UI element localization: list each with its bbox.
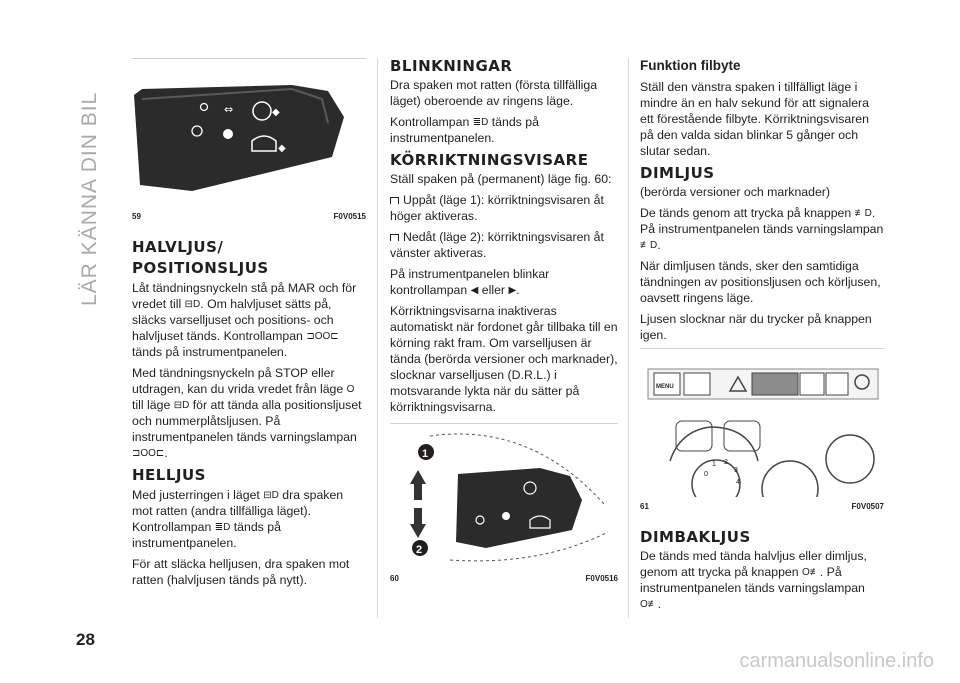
fog-light-icon: ≢D [854, 207, 872, 219]
figure-number: 60 [390, 574, 399, 583]
bullet-icon [390, 234, 399, 241]
figure-caption [132, 209, 366, 225]
low-beam-icon: ⊟D [263, 489, 279, 501]
svg-text:◆: ◆ [272, 107, 280, 118]
svg-text:⇔: ⇔ [224, 103, 234, 116]
heading-positionsljus: POSITIONSLJUS [132, 259, 269, 277]
fog-light-icon: ≢D [640, 239, 658, 251]
column-1 [132, 58, 366, 593]
paragraph: De tänds med tända halvljus eller dimljus, genom att trycka på knappen O≢. På instrumentpanelen tänds varningslampan O≢. [640, 549, 867, 611]
figure-caption [640, 499, 884, 515]
column-3 [640, 58, 884, 617]
dashboard-buttons-illustration [640, 349, 884, 497]
bullet-icon [390, 197, 399, 204]
bullet-item: Nedåt (läge 2): körriktningsvisaren åt vänster aktiveras. [390, 230, 604, 260]
marker-2: 2 [416, 544, 423, 556]
paragraph: På instrumentpanelen blinkar kontrollampan ◀ eller ▶. [390, 267, 550, 297]
paragraph: Kontrollampan ≣D tänds på instrumentpanelen. [390, 115, 539, 145]
column-divider [377, 58, 378, 618]
figure-code: F0V0516 [585, 574, 618, 583]
paragraph: Ställ den vänstra spaken i tillfälligt läge i mindre än en halv sekund för att signalera ett förestående filbyte. Körriktningsvisaren på den valda sidan blinkar 5 gånger och slutar sedan. [640, 80, 869, 158]
paragraph: Dra spaken mot ratten (första tillfälliga läget) oberoende av ringens läge. [390, 78, 598, 108]
high-beam-icon: ≣D [214, 521, 231, 533]
dial-number: 3 [734, 467, 738, 474]
paragraph: Körriktningsvisarna inaktiveras automatiskt när fordonet går tillbaka till en körning rakt fram. Om varselljusen är tända (berörda versioner och marknader), slocknar varselljusen (D.R.L.) i motsvarande lykta när du sätter på körriktningsvisarna. [390, 304, 618, 414]
low-beam-icon: ⊟D [184, 298, 201, 310]
left-arrow-icon: ◀ [470, 284, 479, 296]
figure-number: 61 [640, 502, 649, 511]
paragraph: (berörda versioner och marknader) [640, 185, 831, 199]
paragraph: Låt tändningsnyckeln stå på MAR och för vredet till ⊟D. Om halvljuset sätts på, släcks varselljuset och positions- och halvljuset tänds. Kontrollampan ⊐OO⊏ tänds på instrumentpanelen. [132, 281, 357, 359]
side-title-text: LÄR KÄNNA DIN BIL [78, 91, 101, 306]
figure-59 [132, 59, 366, 207]
figure-60 [390, 424, 618, 569]
right-arrow-icon: ▶ [508, 284, 517, 296]
dial-number: 1 [712, 461, 716, 468]
heading-dimbakljus: DIMBAKLJUS [640, 528, 751, 546]
paragraph: För att släcka helljusen, dra spaken mot ratten (halvljusen tänds på nytt). [132, 557, 350, 587]
position-lights-icon: ⊐OO⊏ [306, 330, 339, 342]
svg-text:◆: ◆ [278, 143, 286, 154]
dial-number: 2 [724, 459, 728, 466]
dial-number: 4 [736, 479, 740, 486]
paragraph: De tänds genom att trycka på knappen ≢D. På instrumentpanelen tänds varningslampan ≢D. [640, 206, 884, 252]
paragraph: Ställ spaken på (permanent) läge fig. 60: [390, 172, 612, 186]
watermark: carmanualsonline.info [739, 650, 934, 672]
figure-61 [640, 349, 884, 497]
off-position-icon: O [346, 383, 355, 395]
rear-fog-light-icon: O≢ [802, 566, 820, 578]
light-stalk-illustration [132, 59, 366, 207]
low-beam-icon: ⊟D [173, 399, 190, 411]
heading-dimljus: DIMLJUS [640, 164, 715, 182]
paragraph: När dimljusen tänds, sker den samtidiga tändningen av positionsljusen och körljusen, oavsett ringens läge. [640, 259, 881, 305]
menu-button-label: MENU [656, 384, 674, 390]
marker-1: 1 [422, 448, 429, 460]
heading-halvljus: HALVLJUS/ [132, 238, 224, 256]
figure-code: F0V0507 [851, 502, 884, 511]
figure-code: F0V0515 [333, 212, 366, 221]
position-lights-icon: ⊐OO⊏ [132, 447, 165, 459]
heading-helljus: HELLJUS [132, 466, 206, 484]
heading-funktion-filbyte: Funktion filbyte [640, 58, 741, 73]
bullet-item: Uppåt (läge 1): körriktningsvisaren åt höger aktiveras. [390, 193, 604, 223]
paragraph: Ljusen slocknar när du trycker på knappen igen. [640, 312, 872, 342]
column-2 [390, 58, 618, 587]
figure-caption [390, 571, 618, 587]
high-beam-icon: ≣D [472, 116, 489, 128]
paragraph: Med justerringen i läget ⊟D dra spaken mot ratten (andra tillfälliga läget). Kontrollampan ≣D tänds på instrumentpanelen. [132, 488, 344, 550]
dial-number: 0 [704, 471, 708, 478]
section-side-title [78, 52, 100, 312]
heading-korriktningsvisare: KÖRRIKTNINGSVISARE [390, 151, 589, 169]
rear-fog-light-icon: O≢ [640, 598, 658, 610]
heading-blinkningar: BLINKNINGAR [390, 57, 513, 75]
column-divider [628, 58, 629, 618]
page-number: 28 [76, 630, 95, 649]
figure-number: 59 [132, 212, 141, 221]
paragraph: Med tändningsnyckeln på STOP eller utdragen, kan du vrida vredet från läge O till läge ⊟D för att tända alla positionsljuset och nummerplåtsljusen. På instrumentpanelen tänds varningslampan ⊐OO⊏. [132, 366, 362, 460]
